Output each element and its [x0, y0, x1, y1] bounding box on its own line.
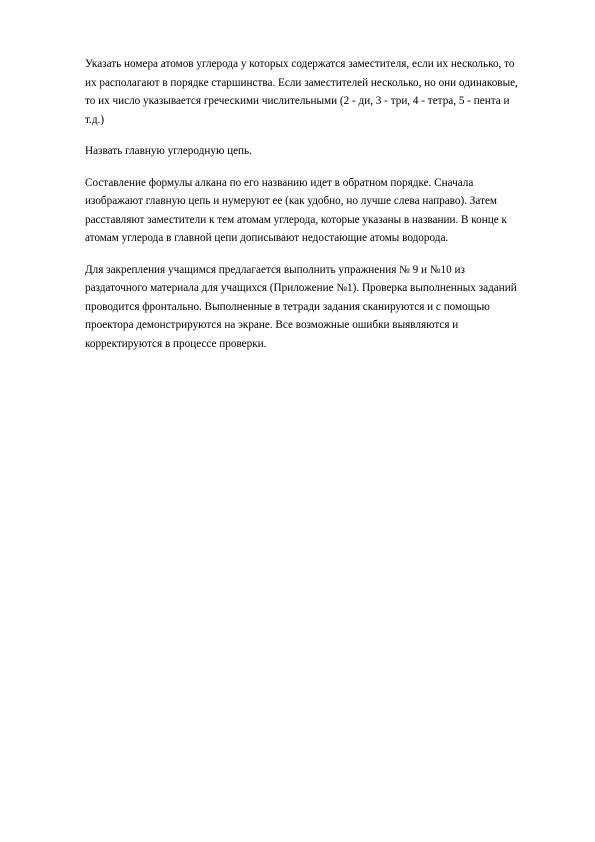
paragraph-substituent-numbering: Указать номера атомов углерода у которых содержатся заместителя, если их несколько, то их располагают в порядке старшинства. Если заместителей несколько, но они одинаковые, то их число указывается греческими числительными (2 - ди, 3 - три, 4 - тетра, 5 - пента и т.д.)	[85, 58, 518, 126]
paragraph-exercise-instructions: Для закрепления учащимся предлагается выполнить упражнения № 9 и №10 из раздаточного материала для учащихся (Приложение №1). Проверка выполненных заданий проводится фронтально. Выполненные в тетради задания сканируются и с помощью проектора демонстрируются на экране. Все возможные ошибки выявляются и корректируются в процессе проверки.	[85, 263, 517, 350]
paragraph-main-chain: Назвать главную углеродную цепь.	[85, 145, 252, 157]
paragraph-formula-construction: Составление формулы алкана по его названию идет в обратном порядке. Сначала изображают главную цепь и нумеруют ее (как удобно, но лучше слева направо). Затем расставляют заместители к тем атомам углерода, которые указаны в названии. В конце к атомам углерода в главной цепи дописывают недостающие атомы водорода.	[85, 176, 507, 244]
document-body	[85, 55, 525, 366]
